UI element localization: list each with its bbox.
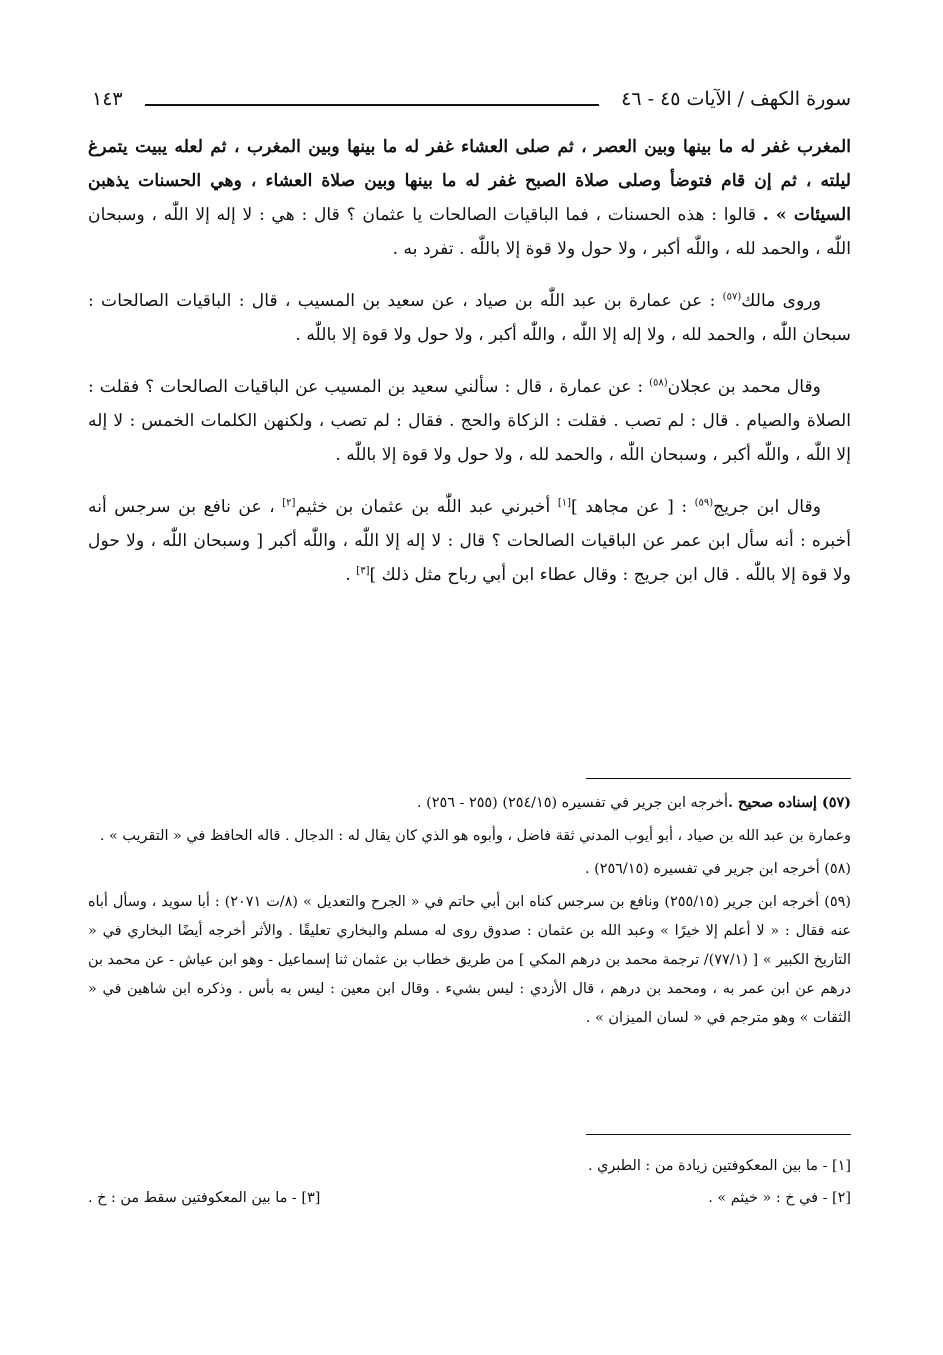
variant-ref-2[interactable]: [٢] [282,497,296,509]
footnotes [88,788,851,1037]
footnote-ref-57[interactable]: (٥٧) [722,291,742,303]
textual-variants [88,1150,851,1214]
paragraph-4-end: . [345,565,357,585]
running-head-title: سورة الكهف / الآيات ٤٥ - ٤٦ [621,88,851,110]
footnote-57 [88,788,851,818]
footnotes-divider [586,778,851,779]
running-head-rule [145,104,600,106]
paragraph-4-lead: وقال ابن جريج [713,497,821,517]
paragraph-1-rest: قالوا : هذه الحسنات ، فما الباقيات الصالحات يا عثمان ؟ قال : هي : لا إله إلا اللّٰه ، وسبحان اللّٰه ، والحمد لله ، واللّٰه أكبر ، ولا حول ولا قوة إلا باللّٰه . تفرد به . [88,205,851,259]
variant-note-3: [٣] - ما بين المعكوفتين سقط من : خ . [88,1190,321,1206]
footnote-ref-58[interactable]: (٥٨) [649,377,668,389]
footnote-57-continuation: وعمارة بن عبد الله بن صياد ، أبو أيوب المدني ثقة فاضل ، وأبوه هو الذي كان يقال له : الدجال . قاله الحافظ في « التقريب » . [99,828,851,844]
paragraph-1 [88,130,851,266]
paragraph-3-text: : عن عمارة ، قال : سألني سعيد بن المسيب عن الباقيات الصالحات ؟ فقلت : الصلاة والصيام . قال : لم تصب . فقلت : الزكاة والحج . فقال : لم تصب ، ولكنهن الكلمات الخمس : لا إله إلا اللّٰه ، واللّٰه أكبر ، وسبحان اللّٰه ، والحمد لله ، ولا حول ولا قوة إلا باللّٰه . [88,377,851,465]
paragraph-3-lead: وقال محمد بن عجلان [667,377,821,397]
variant-ref-1[interactable]: [١] [557,497,571,509]
footnote-57-lead: (٥٧) إسناده صحيح . [727,794,851,811]
footnote-59: (٥٩) أخرجه ابن جرير (٢٥٥/١٥) ونافع بن سرجس كناه ابن أبي حاتم في « الجرح والتعديل » (٨/ت ٢٠٧١) : أبا سويد ، وسأل أباه عنه فقال : « لا أعلم إلا خيرًا » وعبد الله بن عثمان : صدوق روى له مسلم والبخاري تعليقًا . والأثر أخرجه أيضًا البخاري في « التاريخ الكبير » [ (٧٧/١)/ ترجمة محمد بن درهم المكي ] من طريق خطاب بن عثمان ثنا إسماعيل - وهو ابن عياش - عن محمد بن درهم عن ابن عمر به ، ومحمد بن درهم ، قال الأزدي : ليس بشيء . وقال ابن معين : ليس به بأس . وذكره ابن شاهين في « الثقات » وهو مترجم في « لسان الميزان » . [88,894,852,1026]
hadith-text-bold: المغرب غفر له ما بينها وبين العصر ، ثم صلى العشاء غفر له ما بينها وبين المغرب ، ثم لعله يبيت يتمرغ ليلته ، ثم إن قام فتوضأ وصلى صلاة الصبح غفر له ما بينها وبين صلاة العشاء ، وهي الحسنات يذهبن السيئات » . [88,137,851,225]
paragraph-2-text: : عن عمارة بن عبد اللّٰه بن صياد ، عن سعيد بن المسيب ، قال : الباقيات الصالحات : سبحان اللّٰه ، والحمد لله ، ولا إله إلا اللّٰه ، واللّٰه أكبر ، ولا حول ولا قوة إلا باللّٰه . [88,291,851,345]
page-number: ١٤٣ [92,88,123,110]
footnote-57-text: أخرجه ابن جرير في تفسيره (٢٥٤/١٥) (٢٥٥ - ٢٥٦) . [416,795,728,811]
variants-divider [586,1134,851,1135]
variant-row-2 [88,1182,851,1214]
variant-ref-3[interactable]: [٣] [356,565,370,577]
variant-row-1 [88,1150,851,1182]
paragraph-3 [88,370,851,472]
footnote-ref-59[interactable]: (٥٩) [694,497,714,509]
footnote-58: (٥٨) أخرجه ابن جرير في تفسيره (٢٥٦/١٥) . [584,861,851,877]
variant-note-2: [٢] - في خ : « خيثم » . [708,1190,851,1206]
variant-note-1: [١] - ما بين المعكوفتين زيادة من : الطبري . [587,1158,851,1174]
paragraph-4-text-a: : [ عن مجاهد ] [571,497,695,517]
paragraph-2 [88,284,851,352]
paragraph-4-text-c: ، عن نافع بن سرجس أنه أخبره : أنه سأل ابن عمر عن الباقيات الصالحات ؟ قال : لا إله إلا اللّٰه ، واللّٰه أكبر [ وسبحان اللّٰه ، ولا حول ولا قوة إلا باللّٰه . قال ابن جريج : وقال عطاء ابن أبي رباح مثل ذلك ] [88,497,851,585]
main-text [88,130,851,610]
paragraph-2-lead: وروى مالك [741,291,822,311]
paragraph-4 [88,490,851,592]
running-head [92,84,851,114]
paragraph-4-text-b: أخبرني عبد اللّٰه بن عثمان بن خثيم [295,497,558,517]
